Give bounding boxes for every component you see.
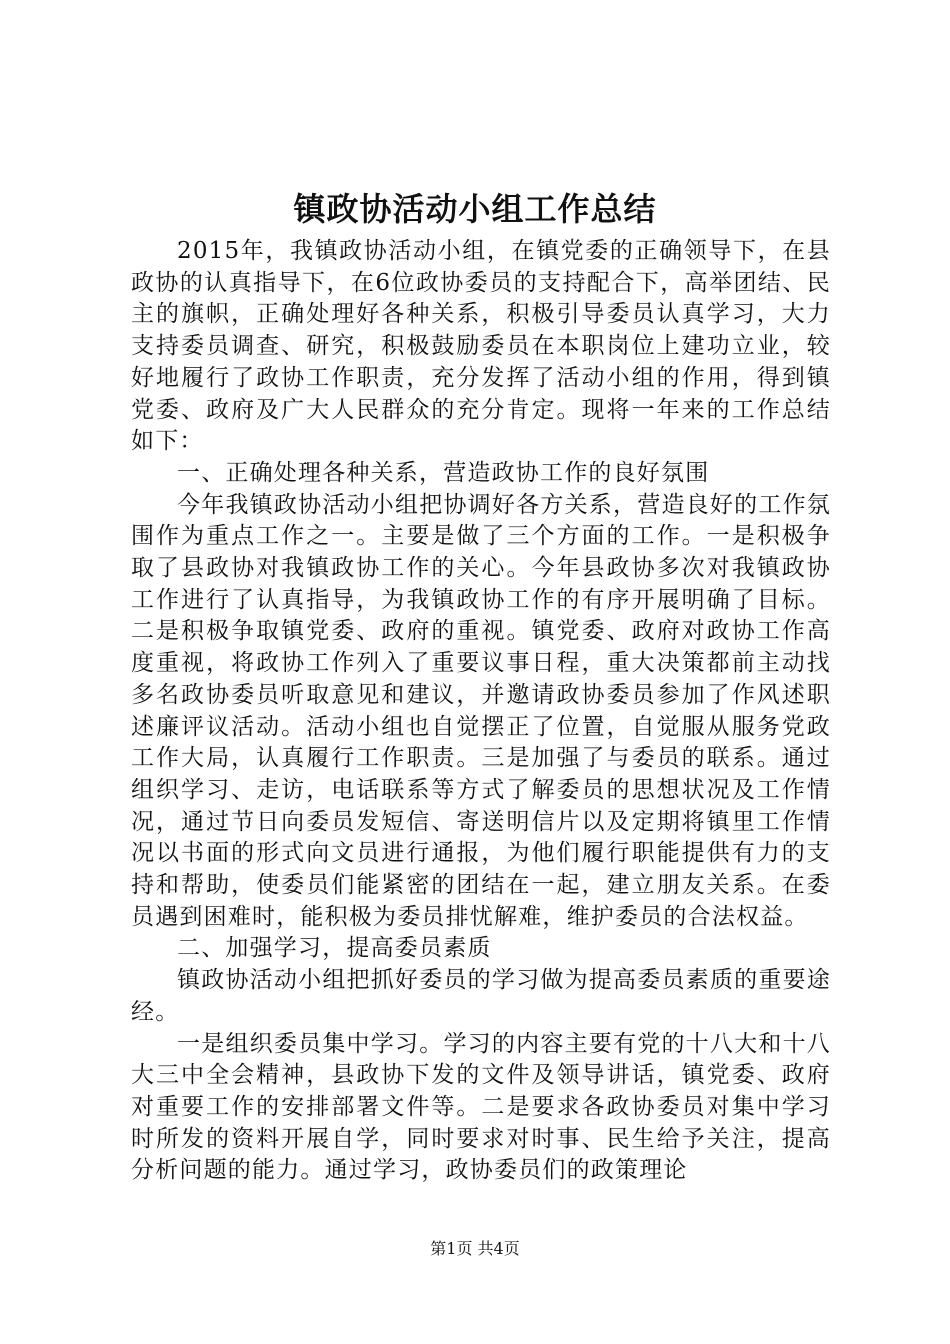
document-body (131, 236, 831, 1187)
paragraph-section-2-intro: 镇政协活动小组把抓好委员的学习做为提高委员素质的重要途经。 (131, 967, 831, 1025)
paragraph-section-1: 今年我镇政协活动小组把协调好各方关系，营造良好的工作氛围作为重点工作之一。主要是做了三个方面的工作。一是积极争取了县政协对我镇政协工作的关心。今年县政协多次对我镇政协工作进行了认真指导，为我镇政协工作的有序开展明确了目标。二是积极争取镇党委、政府的重视。镇党委、政府对政协工作高度重视，将政协工作列入了重要议事日程，重大决策都前主动找多名政协委员听取意见和建议，并邀请政协委员参加了作风述职述廉评议活动。活动小组也自觉摆正了位置，自觉服从服务党政工作大局，认真履行工作职责。三是加强了与委员的联系。通过组织学习、走访，电话联系等方式了解委员的思想状况及工作情况，通过节日向委员发短信、寄送明信片以及定期将镇里工作情况以书面的形式向文员进行通报，为他们履行职能提供有力的支持和帮助，使委员们能紧密的团结在一起，建立朋友关系。在委员遇到困难时，能积极为委员排忧解难，维护委员的合法权益。 (131, 491, 831, 930)
section-heading-2: 二、加强学习，提高委员素质 (177, 935, 492, 962)
section-heading-1: 一、正确处理各种关系，营造政协工作的良好氛围 (177, 459, 710, 486)
document-title: 镇政协活动小组工作总结 (293, 190, 657, 228)
paragraph-section-2-detail: 一是组织委员集中学习。学习的内容主要有党的十八大和十八大三中全会精神，县政协下发的文件及领导讲话，镇党委、政府对重要工作的安排部署文件等。二是要求各政协委员对集中学习时所发的资料开展自学，同时要求对时事、民生给予关注，提高分析问题的能力。通过学习，政协委员们的政策理论 (131, 1030, 831, 1184)
paragraph-intro: 2015年，我镇政协活动小组，在镇党委的正确领导下，在县政协的认真指导下，在6位政协委员的支持配合下，高举团结、民主的旗帜，正确处理好各种关系，积极引导委员认真学习，大力支持委员调查、研究，积极鼓励委员在本职岗位上建功立业，较好地履行了政协工作职责，充分发挥了活动小组的作用，得到镇党委、政府及广大人民群众的充分肯定。现将一年来的工作总结如下： (131, 238, 831, 455)
page-footer: 第1页 共4页 (430, 1239, 520, 1258)
